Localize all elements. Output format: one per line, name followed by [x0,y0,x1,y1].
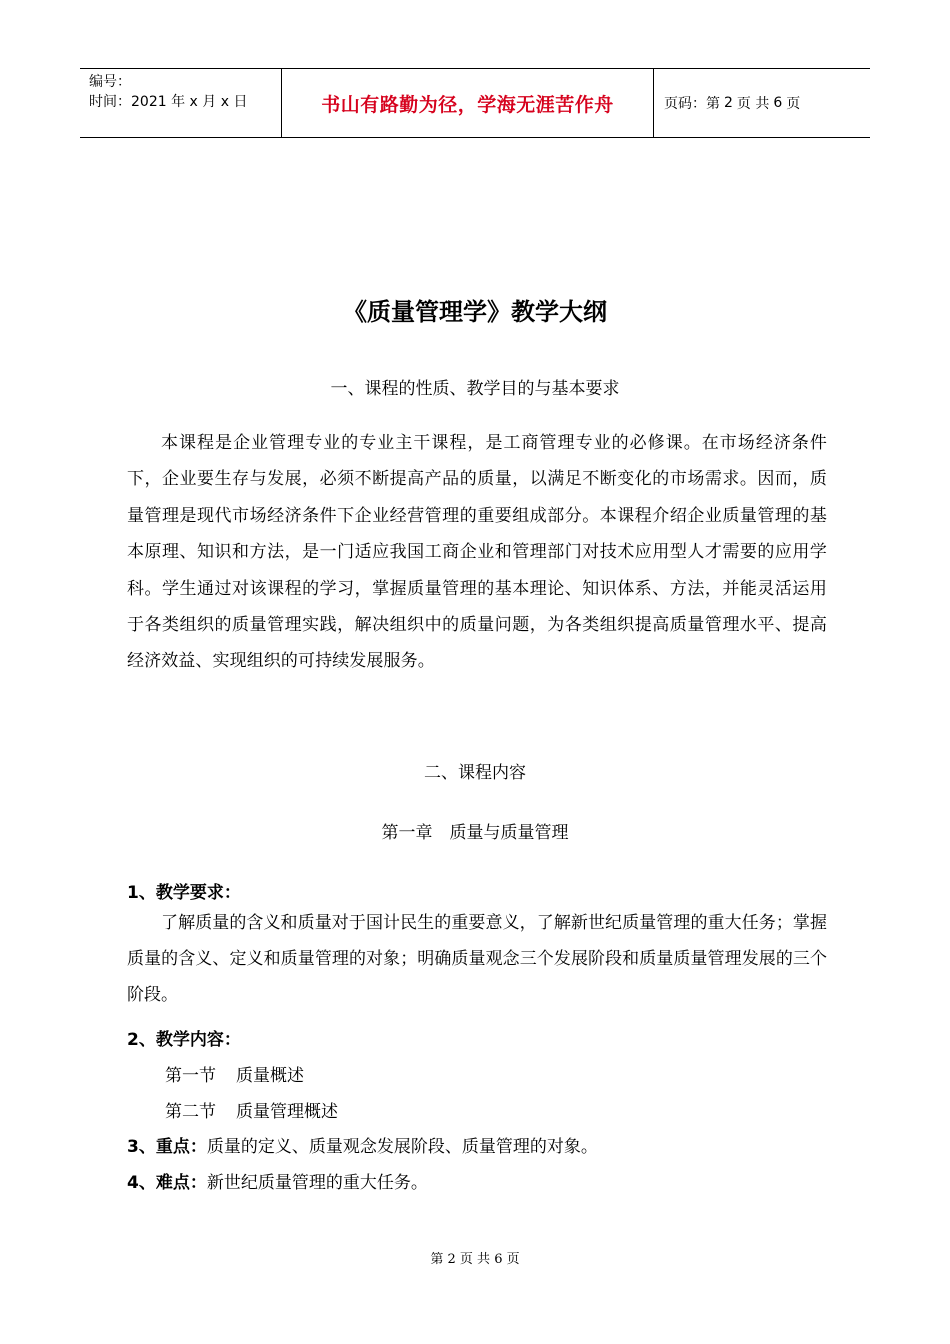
page-suffix: 页 [786,96,801,112]
page-current: 2 [724,95,733,111]
page-header [80,68,870,138]
section-name: 质量概述 [236,1066,304,1086]
document-title: 《质量管理学》教学大纲 [343,298,607,326]
section-num: 第二节 [165,1102,216,1122]
requirements-body: 了解质量的含义和质量对于国计民生的重要意义，了解新世纪质量管理的重大任务；掌握质量的含义、定义和质量管理的对象；明确质量观念三个发展阶段和质量质量管理发展的三个阶段。 [127,913,827,1005]
list-item [165,1061,304,1086]
number-label: 编号： [89,74,131,90]
page-total: 6 [773,95,783,111]
page-mid: 页 共 [736,96,770,112]
difficult-points [127,1168,428,1193]
section2-title: 二、课程内容 [424,763,526,783]
header-left [80,69,281,137]
header-motto: 书山有路勤为径，学海无涯苦作舟 [281,69,654,137]
requirements-label: 1、教学要求： [127,883,241,903]
section1-title: 一、课程的性质、教学目的与基本要求 [330,379,620,399]
key-points [127,1132,598,1157]
key-label: 3、重点： [127,1137,207,1157]
chapter1-title: 第一章 质量与质量管理 [381,823,569,843]
section-num: 第一节 [165,1066,216,1086]
content-heading [127,1025,241,1050]
requirements-heading [127,878,241,903]
page-label: 页码：第 [664,96,720,112]
page-footer: 第 2 页 共 6 页 [430,1252,520,1267]
section-name: 质量管理概述 [236,1102,338,1122]
key-text: 质量的定义、质量观念发展阶段、质量管理的对象。 [206,1137,598,1157]
header-page-info [654,69,870,137]
time-label: 时间：2021 年 x 月 x 日 [89,94,248,110]
list-item [165,1097,338,1122]
content-label: 2、教学内容： [127,1030,241,1050]
section1-body: 本课程是企业管理专业的专业主干课程，是工商管理专业的必修课。在市场经济条件下，企业要生存与发展，必须不断提高产品的质量，以满足不断变化的市场需求。因而，质量管理是现代市场经济条件下企业经营管理的重要组成部分。本课程介绍企业质量管理的基本原理、知识和方法，是一门适应我国工商企业和管理部门对技术应用型人才需要的应用学科。学生通过对该课程的学习，掌握质量管理的基本理论、知识体系、方法，并能灵活运用于各类组织的质量管理实践，解决组织中的质量问题，为各类组织提高质量管理水平、提高经济效益、实现组织的可持续发展服务。 [127,433,827,672]
difficulty-text: 新世纪质量管理的重大任务。 [206,1173,428,1193]
difficulty-label: 4、难点： [127,1173,207,1193]
